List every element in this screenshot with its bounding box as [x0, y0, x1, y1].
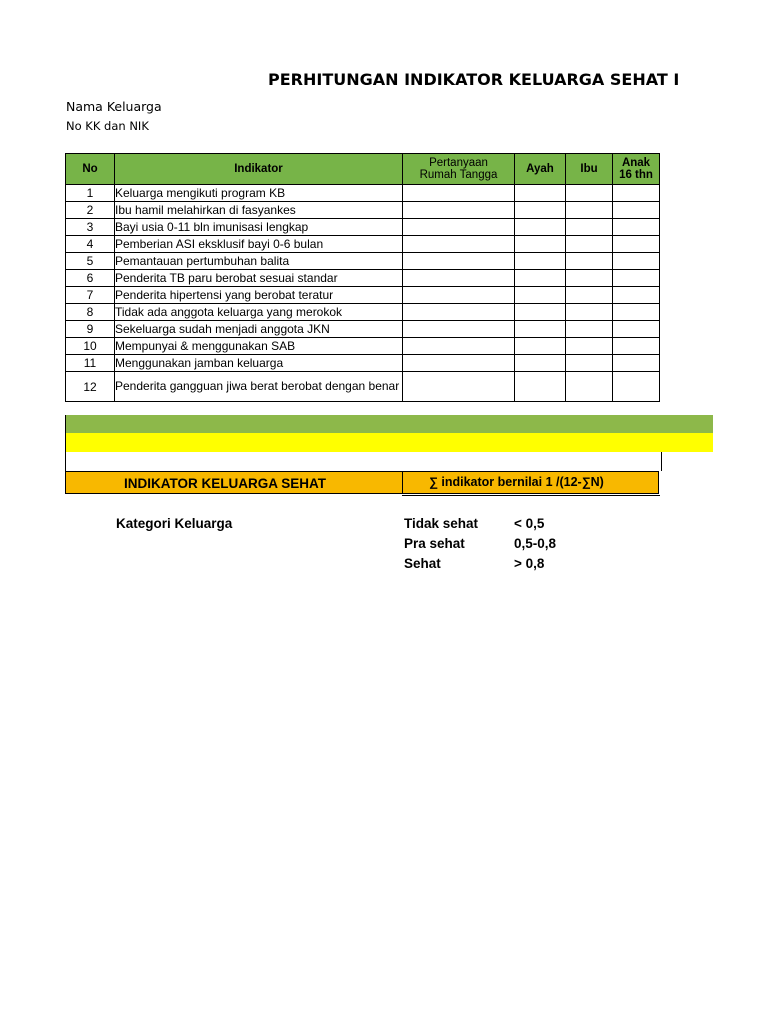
table-row [66, 287, 660, 304]
cell-anak[interactable] [613, 372, 660, 402]
cell-ayah[interactable] [515, 338, 566, 355]
table-row [66, 372, 660, 402]
cell-ibu[interactable] [566, 287, 613, 304]
kategori-name: Sehat [404, 556, 441, 571]
header-pertanyaan-line1: Pertanyaan [429, 157, 488, 169]
summary-row [65, 471, 659, 494]
row-indikator: Menggunakan jamban keluarga [115, 355, 403, 372]
yellow-band-row [65, 433, 713, 452]
cell-ayah[interactable] [515, 253, 566, 270]
table-row [66, 236, 660, 253]
header-indikator: Indikator [115, 154, 403, 185]
cell-ayah[interactable] [515, 236, 566, 253]
cell-anak[interactable] [613, 321, 660, 338]
table-row [66, 270, 660, 287]
green-band-row [65, 415, 713, 433]
cell-pertanyaan[interactable] [403, 321, 515, 338]
row-indikator: Keluarga mengikuti program KB [115, 185, 403, 202]
cell-ayah[interactable] [515, 185, 566, 202]
row-indikator: Bayi usia 0-11 bln imunisasi lengkap [115, 219, 403, 236]
cell-ibu[interactable] [566, 219, 613, 236]
cell-pertanyaan[interactable] [403, 253, 515, 270]
row-indikator: Pemantauan pertumbuhan balita [115, 253, 403, 270]
no-kk-label: No KK dan NIK [66, 119, 149, 133]
table-row [66, 304, 660, 321]
indikator-table [65, 153, 660, 402]
cell-ibu[interactable] [566, 304, 613, 321]
header-anak-line1: Anak [621, 157, 651, 169]
kategori-range: 0,5-0,8 [514, 536, 557, 551]
header-pertanyaan-line2: Rumah Tangga [419, 169, 498, 181]
table-row [66, 202, 660, 219]
cell-ibu[interactable] [566, 236, 613, 253]
table-row [66, 185, 660, 202]
kategori-name: Pra sehat [404, 536, 465, 551]
table-row [66, 355, 660, 372]
row-indikator: Penderita hipertensi yang berobat teratur [115, 287, 403, 304]
row-no: 9 [66, 321, 115, 338]
row-no: 5 [66, 253, 115, 270]
row-no: 2 [66, 202, 115, 219]
cell-pertanyaan[interactable] [403, 270, 515, 287]
row-indikator: Penderita gangguan jiwa berat berobat dengan benar [115, 372, 403, 402]
cell-ibu[interactable] [566, 202, 613, 219]
cell-ayah[interactable] [515, 202, 566, 219]
summary-formula: ∑ indikator bernilai 1 /(12-∑N) [402, 472, 659, 493]
cell-anak[interactable] [613, 202, 660, 219]
row-indikator: Mempunyai & menggunakan SAB [115, 338, 403, 355]
cell-anak[interactable] [613, 236, 660, 253]
summary-label: INDIKATOR KELUARGA SEHAT [124, 476, 326, 491]
kategori-range: < 0,5 [514, 516, 545, 531]
cell-pertanyaan[interactable] [403, 338, 515, 355]
summary-underline [402, 495, 660, 496]
cell-ayah[interactable] [515, 321, 566, 338]
row-no: 7 [66, 287, 115, 304]
row-indikator: Penderita TB paru berobat sesuai standar [115, 270, 403, 287]
cell-pertanyaan[interactable] [403, 304, 515, 321]
cell-ayah[interactable] [515, 270, 566, 287]
row-indikator: Tidak ada anggota keluarga yang merokok [115, 304, 403, 321]
cell-ibu[interactable] [566, 321, 613, 338]
header-pertanyaan [403, 154, 515, 185]
cell-anak[interactable] [613, 219, 660, 236]
kategori-name: Tidak sehat [404, 516, 479, 531]
nama-keluarga-label: Nama Keluarga [66, 99, 162, 114]
cell-pertanyaan[interactable] [403, 372, 515, 402]
page-title: PERHITUNGAN INDIKATOR KELUARGA SEHAT I [268, 70, 680, 89]
header-ayah: Ayah [515, 154, 566, 185]
row-no: 3 [66, 219, 115, 236]
kategori-label: Kategori Keluarga [116, 516, 233, 531]
cell-ibu[interactable] [566, 338, 613, 355]
row-indikator: Sekeluarga sudah menjadi anggota JKN [115, 321, 403, 338]
cell-pertanyaan[interactable] [403, 287, 515, 304]
cell-pertanyaan[interactable] [403, 355, 515, 372]
cell-anak[interactable] [613, 185, 660, 202]
header-anak-line2: 16 thn [619, 169, 653, 181]
table-row [66, 321, 660, 338]
cell-ayah[interactable] [515, 219, 566, 236]
cell-ayah[interactable] [515, 304, 566, 321]
cell-anak[interactable] [613, 287, 660, 304]
cell-ibu[interactable] [566, 253, 613, 270]
cell-ibu[interactable] [566, 355, 613, 372]
row-no: 8 [66, 304, 115, 321]
cell-ibu[interactable] [566, 185, 613, 202]
cell-anak[interactable] [613, 304, 660, 321]
kategori-range: > 0,8 [514, 556, 545, 571]
cell-ayah[interactable] [515, 287, 566, 304]
cell-anak[interactable] [613, 253, 660, 270]
row-no: 6 [66, 270, 115, 287]
table-header-row [66, 154, 660, 185]
cell-pertanyaan[interactable] [403, 185, 515, 202]
row-no: 1 [66, 185, 115, 202]
blank-row [65, 452, 662, 471]
table-row [66, 338, 660, 355]
cell-anak[interactable] [613, 355, 660, 372]
row-no: 11 [66, 355, 115, 372]
header-anak [613, 154, 660, 185]
row-no: 10 [66, 338, 115, 355]
cell-ibu[interactable] [566, 270, 613, 287]
cell-ayah[interactable] [515, 355, 566, 372]
cell-anak[interactable] [613, 338, 660, 355]
cell-ayah[interactable] [515, 372, 566, 402]
header-ibu: Ibu [566, 154, 613, 185]
cell-pertanyaan[interactable] [403, 236, 515, 253]
row-indikator: Ibu hamil melahirkan di fasyankes [115, 202, 403, 219]
row-no: 12 [66, 372, 115, 402]
table-row [66, 219, 660, 236]
cell-anak[interactable] [613, 270, 660, 287]
table-row [66, 253, 660, 270]
cell-pertanyaan[interactable] [403, 202, 515, 219]
row-indikator: Pemberian ASI eksklusif bayi 0-6 bulan [115, 236, 403, 253]
header-no: No [66, 154, 115, 185]
row-no: 4 [66, 236, 115, 253]
cell-pertanyaan[interactable] [403, 219, 515, 236]
cell-ibu[interactable] [566, 372, 613, 402]
